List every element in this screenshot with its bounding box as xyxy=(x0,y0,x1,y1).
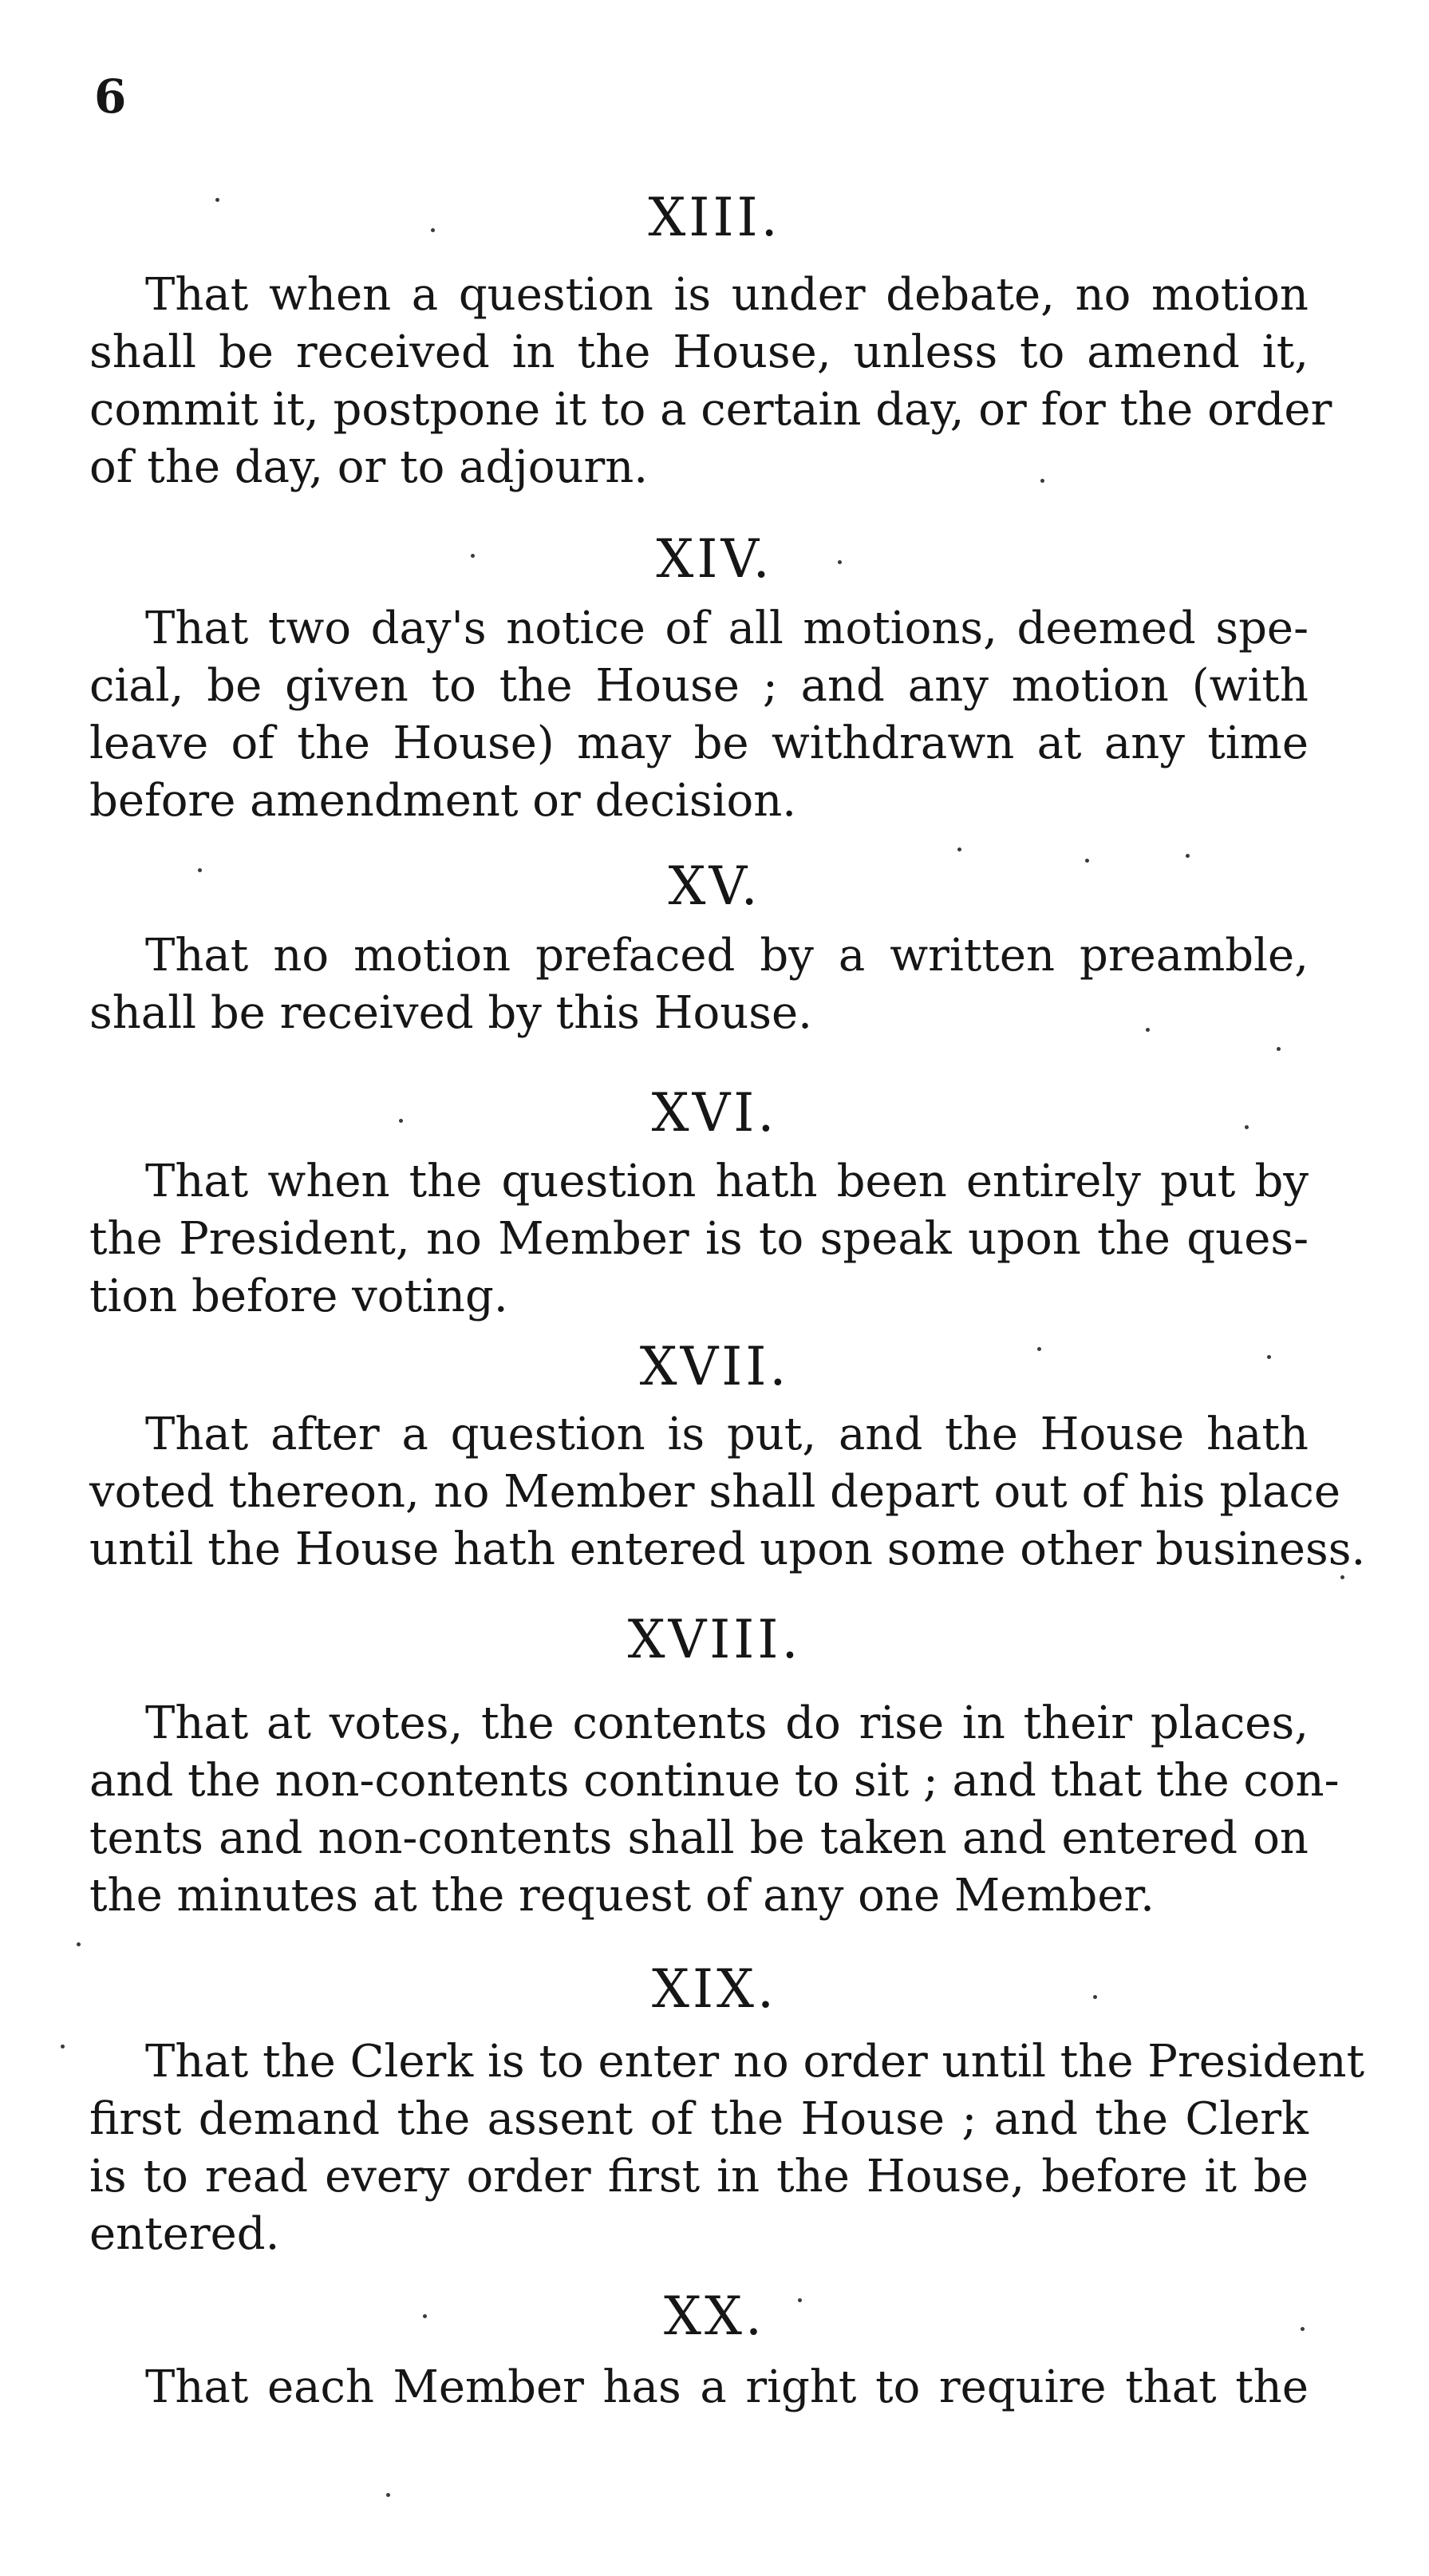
text-line: leave of the House) may be withdrawn at any time xyxy=(89,717,1309,769)
print-speck xyxy=(1093,1995,1097,1999)
text-line: of the day, or to adjourn. xyxy=(89,441,649,493)
text-line: That at votes, the contents do rise in their places, xyxy=(145,1697,1309,1749)
section-body-xv xyxy=(89,927,1309,1042)
text-line: before amendment or decision. xyxy=(89,775,797,827)
text-line: cial, be given to the House ; and any motion (with xyxy=(89,660,1309,712)
text-line: That the Clerk is to enter no order until the President xyxy=(145,2036,1365,2088)
print-speck xyxy=(399,1119,403,1123)
section-heading-xv: XV. xyxy=(668,855,761,917)
print-speck xyxy=(957,847,961,851)
text-line: is to read every order first in the House, before it be xyxy=(89,2151,1309,2203)
print-speck xyxy=(423,2314,427,2318)
text-line: shall be received in the House, unless to amend it, xyxy=(89,326,1309,378)
text-line: commit it, postpone it to a certain day, or for the order xyxy=(89,384,1332,436)
print-speck xyxy=(1277,1047,1281,1051)
section-body-xvi xyxy=(89,1153,1309,1326)
section-body-xiii xyxy=(89,267,1332,496)
text-line: and the non-contents continue to sit ; and that the con- xyxy=(89,1755,1340,1807)
print-speck xyxy=(1245,1125,1249,1129)
print-speck xyxy=(1040,479,1044,483)
text-line: That no motion prefaced by a written preamble, xyxy=(145,930,1309,982)
print-speck xyxy=(61,2045,65,2049)
text-line: That when a question is under debate, no motion xyxy=(145,269,1309,321)
section-heading-xiv: XIV. xyxy=(656,528,773,590)
section-heading-xvi: XVI. xyxy=(651,1082,778,1144)
text-line: tion before voting. xyxy=(89,1270,508,1322)
print-speck xyxy=(471,554,475,558)
print-speck xyxy=(1037,1347,1041,1351)
print-speck xyxy=(838,560,842,564)
section-body-xviii xyxy=(89,1695,1340,1925)
text-line: tents and non-contents shall be taken and entered on xyxy=(89,1812,1309,1864)
text-line: entered. xyxy=(89,2208,280,2260)
text-line: That after a question is put, and the House hath xyxy=(145,1409,1309,1460)
print-speck xyxy=(386,2493,390,2497)
text-line: shall be received by this House. xyxy=(89,987,812,1039)
text-line: the minutes at the request of any one Member. xyxy=(89,1870,1155,1922)
print-speck xyxy=(1146,1028,1150,1032)
print-speck xyxy=(77,1942,81,1946)
print-speck xyxy=(1340,1575,1344,1579)
section-heading-xix: XIX. xyxy=(651,1958,778,2020)
print-speck xyxy=(431,228,435,232)
text-line: That each Member has a right to require that the xyxy=(145,2361,1309,2413)
text-line: until the House hath entered upon some other business. xyxy=(89,1523,1366,1575)
section-body-xvii xyxy=(89,1406,1366,1578)
text-line: the President, no Member is to speak upon the ques- xyxy=(89,1213,1309,1265)
section-body-xix xyxy=(89,2033,1365,2263)
page-number: 6 xyxy=(94,69,127,124)
text-line: voted thereon, no Member shall depart out of his place xyxy=(89,1466,1340,1518)
print-speck xyxy=(1301,2327,1305,2331)
print-speck xyxy=(215,198,219,202)
section-body-xiv xyxy=(89,600,1309,830)
section-heading-xx: XX. xyxy=(664,2286,765,2347)
print-speck xyxy=(798,2298,802,2302)
text-line: That when the question hath been entirely put by xyxy=(145,1156,1309,1207)
section-heading-xviii: XVIII. xyxy=(627,1609,802,1670)
text-line: first demand the assent of the House ; and the Clerk xyxy=(89,2093,1309,2145)
text-line: That two day's notice of all motions, deemed spe- xyxy=(145,603,1309,654)
print-speck xyxy=(198,868,202,872)
section-heading-xiii: XIII. xyxy=(648,187,781,248)
section-heading-xvii: XVII. xyxy=(639,1336,790,1397)
print-speck xyxy=(1186,854,1190,858)
section-body-xx xyxy=(89,2359,1309,2416)
print-speck xyxy=(1085,859,1089,863)
print-speck xyxy=(1267,1355,1271,1359)
